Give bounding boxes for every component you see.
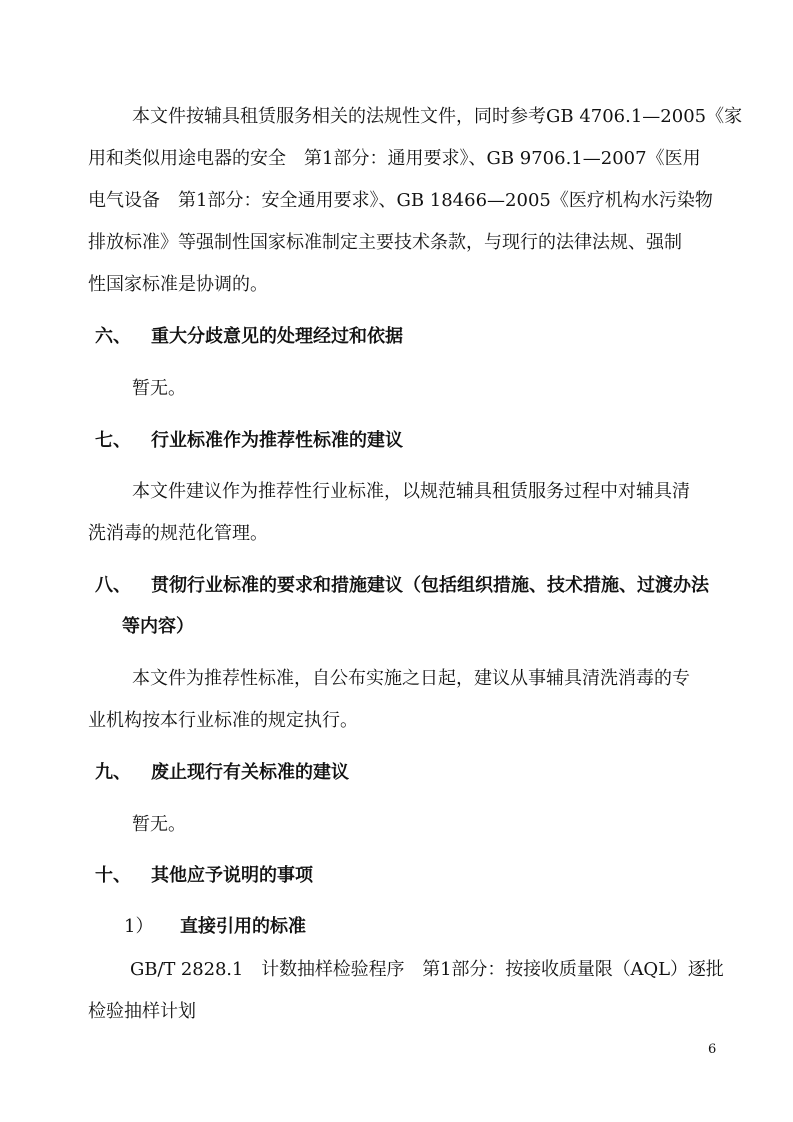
- intro-line-4: 排放标准》等强制性国家标准制定主要技术条款，与现行的法律法规、强制: [88, 232, 682, 253]
- section-8-body-line-1: 本文件为推荐性标准，自公布实施之日起，建议从事辅具清洗消毒的专: [132, 668, 690, 689]
- section-heading-7: [95, 432, 715, 452]
- section-title: 重大分歧意见的处理经过和依据: [151, 326, 403, 347]
- section-number: 六、: [95, 326, 131, 347]
- section-heading-10: [95, 867, 715, 887]
- section-8-body-line-2: 业机构按本行业标准的规定执行。: [88, 710, 358, 731]
- section-heading-8: [95, 577, 735, 597]
- subsection-heading: [124, 918, 524, 938]
- intro-line-2: 用和类似用途电器的安全 第1部分：通用要求》、GB 9706.1—2007《医用: [88, 148, 701, 169]
- intro-line-1: 本文件按辅具租赁服务相关的法规性文件，同时参考GB 4706.1—2005《家: [132, 106, 743, 127]
- section-number: 十、: [95, 865, 131, 886]
- subsection-body-line-2: 检验抽样计划: [88, 1001, 196, 1022]
- subsection-number: 1）: [124, 916, 154, 937]
- section-number: 七、: [95, 430, 131, 451]
- section-8-title-continued: 等内容）: [122, 616, 194, 637]
- intro-line-3: 电气设备 第1部分：安全通用要求》、GB 18466—2005《医疗机构水污染物: [88, 190, 713, 211]
- subsection-title: 直接引用的标准: [180, 916, 306, 937]
- section-heading-6: [95, 328, 715, 348]
- section-heading-9: [95, 764, 715, 784]
- section-6-body: 暂无。: [132, 378, 186, 399]
- subsection-body-line-1: GB/T 2828.1 计数抽样检验程序 第1部分：按接收质量限（AQL）逐批: [130, 959, 724, 980]
- section-title: 其他应予说明的事项: [151, 865, 313, 886]
- section-7-body-line-2: 洗消毒的规范化管理。: [88, 523, 268, 544]
- section-9-body: 暂无。: [132, 814, 186, 835]
- section-7-body-line-1: 本文件建议作为推荐性行业标准，以规范辅具租赁服务过程中对辅具清: [132, 481, 690, 502]
- section-title: 贯彻行业标准的要求和措施建议（包括组织措施、技术措施、过渡办法: [151, 575, 709, 596]
- section-number: 八、: [95, 575, 131, 596]
- section-number: 九、: [95, 762, 131, 783]
- section-title: 行业标准作为推荐性标准的建议: [151, 430, 403, 451]
- intro-line-5: 性国家标准是协调的。: [88, 274, 268, 295]
- section-title: 废止现行有关标准的建议: [151, 762, 349, 783]
- page-number: 6: [708, 1042, 717, 1057]
